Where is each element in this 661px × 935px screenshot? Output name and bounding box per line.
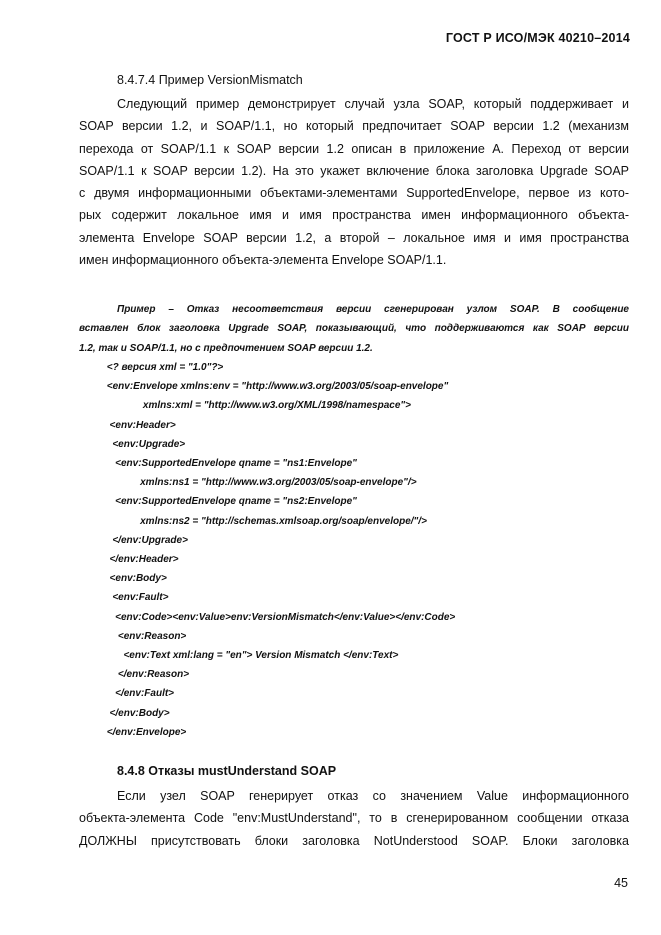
code-line: </env:Reason>	[79, 669, 190, 681]
paragraph-line: ДОЛЖНЫ присутствовать блоки заголовка NotUnderstood SOAP. Блоки заголовка	[79, 833, 629, 848]
note-line: Пример – Отказ несоответствия версии сгенерирован узлом SOAP. В сообщение	[117, 304, 629, 315]
page-number: 45	[614, 876, 628, 890]
paragraph-line: имен информационного объекта-элемента Envelope SOAP/1.1.	[79, 253, 447, 268]
paragraph-line: рых содержит локальное имя и имя пространства имен информационного объекта-	[79, 208, 629, 223]
code-line: <env:Header>	[79, 419, 176, 431]
example-note	[79, 300, 629, 358]
paragraph-line: Следующий пример демонстрирует случай узла SOAP, который поддерживает и	[117, 97, 629, 111]
code-line: xmlns:ns1 = "http://www.w3.org/2003/05/soap-envelope"/>	[79, 477, 417, 489]
code-line: xmlns:ns2 = "http://schemas.xmlsoap.org/soap/envelope/"/>	[79, 515, 427, 527]
code-example	[79, 358, 639, 742]
paragraph-line: SOAP версии 1.2, и SOAP/1.1, но который предпочитает SOAP версии 1.2 (механизм	[79, 119, 629, 134]
code-line: </env:Fault>	[79, 688, 175, 700]
paragraph-line: элемента Envelope SOAP версии 1.2, а второй – локальное имя и имя пространства	[79, 230, 629, 245]
paragraph-line: с двумя информационными объектами-элементами SupportedEnvelope, первое из кото-	[79, 186, 629, 201]
note-line: вставлен блок заголовка Upgrade SOAP, показывающий, что поддерживаются как SOAP версии	[79, 323, 629, 335]
section-paragraph-version-mismatch	[79, 93, 629, 271]
code-line: <env:Envelope xmlns:env = "http://www.w3.org/2003/05/soap-envelope"	[79, 381, 449, 393]
code-line: </env:Header>	[79, 554, 179, 566]
paragraph-line: перехода от SOAP/1.1 к SOAP версии 1.2 описан в приложение А. Переход от версии	[79, 141, 629, 156]
code-line: <env:Text xml:lang = "en"> Version Mismatch </env:Text>	[79, 650, 399, 662]
paragraph-line: Если узел SOAP генерирует отказ со значением Value информационного	[117, 789, 629, 803]
section-paragraph-must-understand	[79, 785, 629, 852]
standard-header: ГОСТ Р ИСО/МЭК 40210–2014	[445, 31, 630, 45]
code-line: </env:Body>	[79, 707, 170, 719]
paragraph-line: объекта-элемента Code "env:MustUnderstand", то в сгенерированном сообщении отказа	[79, 811, 629, 826]
code-line: <env:SupportedEnvelope qname = "ns1:Envelope"	[79, 458, 357, 470]
paragraph-line: SOAP/1.1 к SOAP версии 1.2). На это укажет включение блока заголовка Upgrade SOAP	[79, 163, 629, 178]
section-heading-8-4-7-4: 8.4.7.4 Пример VersionMismatch	[117, 73, 303, 87]
code-line: xmlns:xml = "http://www.w3.org/XML/1998/namespace">	[79, 400, 411, 412]
code-line: <? версия xml = "1.0"?>	[79, 362, 224, 373]
section-heading-8-4-8: 8.4.8 Отказы mustUnderstand SOAP	[117, 764, 337, 778]
code-line: <env:Fault>	[79, 592, 169, 604]
code-line: <env:Reason>	[79, 630, 187, 642]
code-line: <env:Code><env:Value>env:VersionMismatch</env:Value></env:Code>	[79, 611, 456, 623]
code-line: <env:Body>	[79, 573, 167, 585]
code-line: <env:Upgrade>	[79, 438, 186, 450]
code-line: </env:Envelope>	[79, 726, 187, 738]
code-line: <env:SupportedEnvelope qname = "ns2:Envelope"	[79, 496, 357, 508]
note-line: 1.2, так и SOAP/1.1, но с предпочтением SOAP версии 1.2.	[79, 342, 373, 354]
code-line: </env:Upgrade>	[79, 534, 188, 546]
